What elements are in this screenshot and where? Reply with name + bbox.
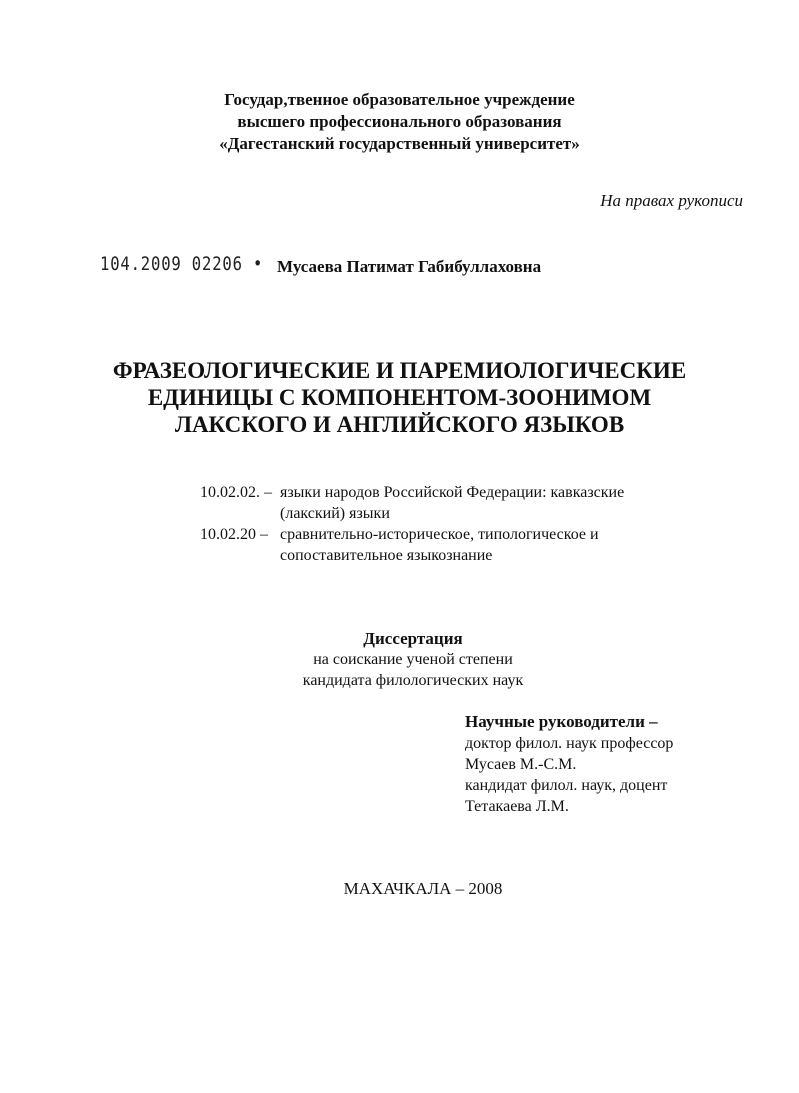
degree-line-2: кандидата филологических наук [302,672,524,689]
catalog-mark: • [253,253,264,275]
city-year: МАХАЧКАЛА – 2008 [343,879,503,898]
specialty-code-2: 10.02.20 – [200,526,268,543]
title-line-1: ФРАЗЕОЛОГИЧЕСКИЕ И ПАРЕМИОЛОГИЧЕСКИЕ [112,358,687,383]
degree-line-1: на соискание ученой степени [313,651,513,668]
supervisor-line-3: кандидат филол. наук, доцент [465,777,668,794]
title-line-2: ЕДИНИЦЫ С КОМПОНЕНТОМ-ЗООНИМОМ [147,385,652,410]
catalog-number: 104.2009 02206 [100,253,243,275]
specialty-text-2-line-1: сравнительно-историческое, типологическое и [280,526,599,543]
institution-line-2: высшего профессионального образования [237,112,562,131]
institution-line-3: «Дагестанский государственный университет» [219,134,580,153]
specialty-text-1-line-1: языки народов Российской Федерации: кавказские [280,484,625,501]
catalog-stamp [100,253,263,275]
specialty-text-2-line-2: сопоставительное языкознание [280,547,493,564]
institution-block [0,89,799,155]
dissertation-label: Диссертация [363,629,463,648]
specialty-code-1: 10.02.02. – [200,484,272,501]
rights-note: На правах рукописи [600,191,743,210]
institution-line-1: Государ,твенное образовательное учреждение [224,90,575,109]
specialty-text-1-line-2: (лакский) языки [280,505,390,522]
title-line-3: ЛАКСКОГО И АНГЛИЙСКОГО ЯЗЫКОВ [174,412,625,437]
supervisor-line-2: Мусаев М.-С.М. [465,756,577,773]
supervisors-heading: Научные руководители – [465,712,658,731]
dissertation-title [0,357,799,438]
supervisor-line-1: доктор филол. наук профессор [465,735,674,752]
author-name: Мусаева Патимат Габибуллаховна [277,257,542,276]
supervisor-line-4: Тетакаева Л.М. [465,798,569,815]
